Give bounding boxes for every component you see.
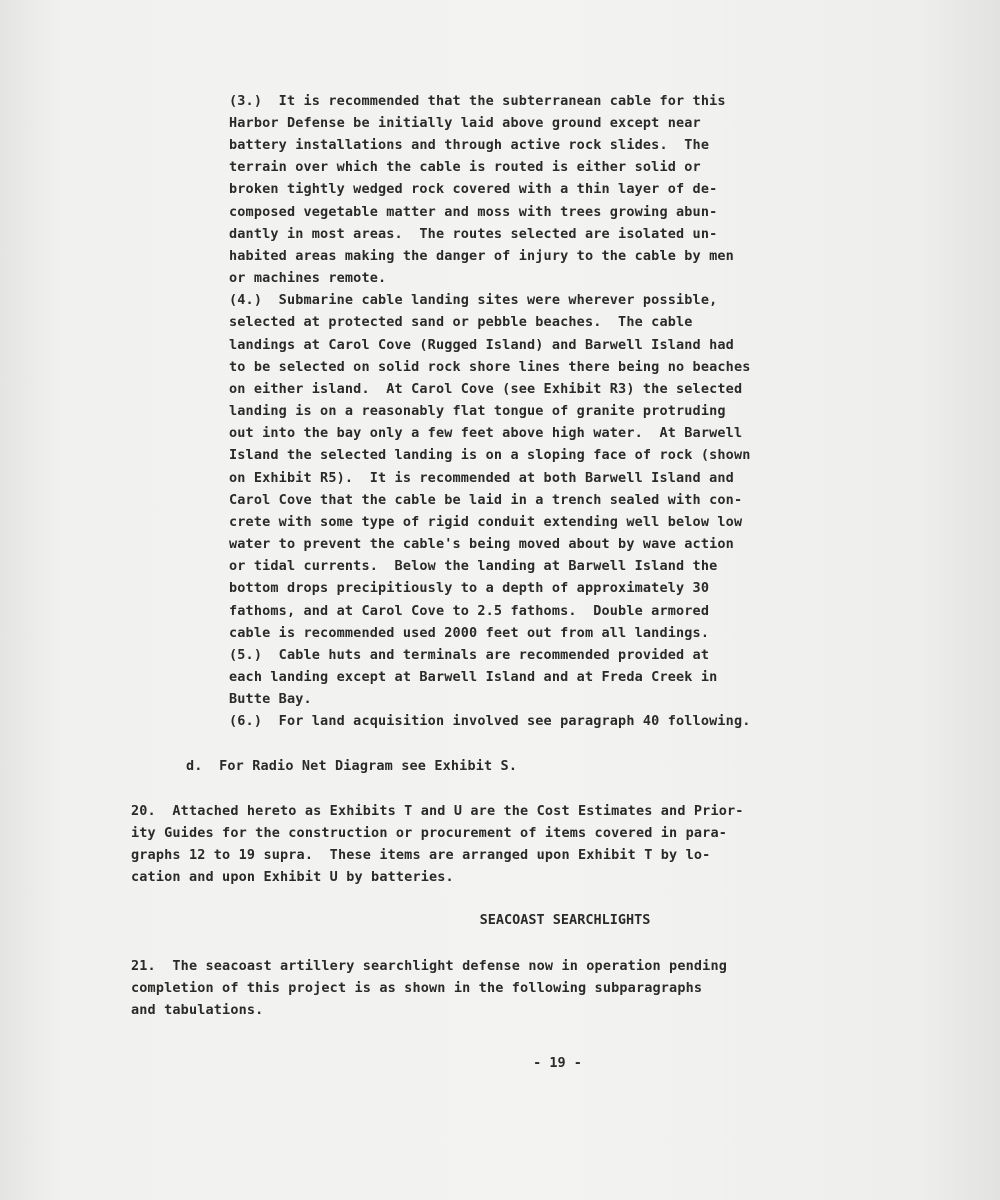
text-line: or machines remote. <box>229 270 387 286</box>
text-line: landing is on a reasonably flat tongue of granite protruding <box>229 403 726 419</box>
section-heading: SEACOAST SEARCHLIGHTS <box>479 912 651 928</box>
text-line: (4.) Submarine cable landing sites were wherever possible, <box>229 292 718 308</box>
text-line: selected at protected sand or pebble beaches. The cable <box>229 314 693 330</box>
text-line: habited areas making the danger of injury to the cable by men <box>229 248 734 264</box>
text-line: (3.) It is recommended that the subterranean cable for this <box>229 93 726 109</box>
text-line: composed vegetable matter and moss with trees growing abun- <box>229 204 718 220</box>
text-line: to be selected on solid rock shore lines there being no beaches <box>229 359 751 375</box>
text-line: bottom drops precipitiously to a depth of approximately 30 <box>229 580 710 596</box>
text-line: out into the bay only a few feet above high water. At Barwell <box>229 425 743 441</box>
text-line: water to prevent the cable's being moved about by wave action <box>229 536 734 552</box>
text-line: battery installations and through active rock slides. The <box>229 137 710 153</box>
text-line: broken tightly wedged rock covered with a thin layer of de- <box>229 181 718 197</box>
text-line: 21. The seacoast artillery searchlight defense now in operation pending <box>131 958 727 974</box>
text-line: crete with some type of rigid conduit extending well below low <box>229 514 743 530</box>
text-line: Carol Cove that the cable be laid in a trench sealed with con- <box>229 492 743 508</box>
text-line: each landing except at Barwell Island and at Freda Creek in <box>229 669 718 685</box>
text-line: dantly in most areas. The routes selected are isolated un- <box>229 226 718 242</box>
text-line: fathoms, and at Carol Cove to 2.5 fathoms. Double armored <box>229 603 710 619</box>
subparagraph-6: (6.) For land acquisition involved see paragraph 40 following. <box>229 713 751 729</box>
text-line: graphs 12 to 19 supra. These items are arranged upon Exhibit T by lo- <box>131 847 711 863</box>
text-line: (5.) Cable huts and terminals are recommended provided at <box>229 647 710 663</box>
text-line: cation and upon Exhibit U by batteries. <box>131 869 454 885</box>
text-line: and tabulations. <box>131 1002 264 1018</box>
text-line: on either island. At Carol Cove (see Exhibit R3) the selected <box>229 381 743 397</box>
page-number: - 19 - <box>533 1055 582 1071</box>
text-line: ity Guides for the construction or procurement of items covered in para- <box>131 825 727 841</box>
text-line: on Exhibit R5). It is recommended at both Barwell Island and <box>229 470 734 486</box>
text-line: Harbor Defense be initially laid above ground except near <box>229 115 701 131</box>
text-line: or tidal currents. Below the landing at Barwell Island the <box>229 558 718 574</box>
text-line: Butte Bay. <box>229 691 312 707</box>
text-line: cable is recommended used 2000 feet out from all landings. <box>229 625 710 641</box>
text-line: landings at Carol Cove (Rugged Island) and Barwell Island had <box>229 337 734 353</box>
text-line: Island the selected landing is on a sloping face of rock (shown <box>229 447 751 463</box>
text-line: completion of this project is as shown in the following subparagraphs <box>131 980 703 996</box>
text-line: 20. Attached hereto as Exhibits T and U are the Cost Estimates and Prior- <box>131 803 744 819</box>
text-line: terrain over which the cable is routed is either solid or <box>229 159 701 175</box>
item-d: d. For Radio Net Diagram see Exhibit S. <box>186 758 518 774</box>
